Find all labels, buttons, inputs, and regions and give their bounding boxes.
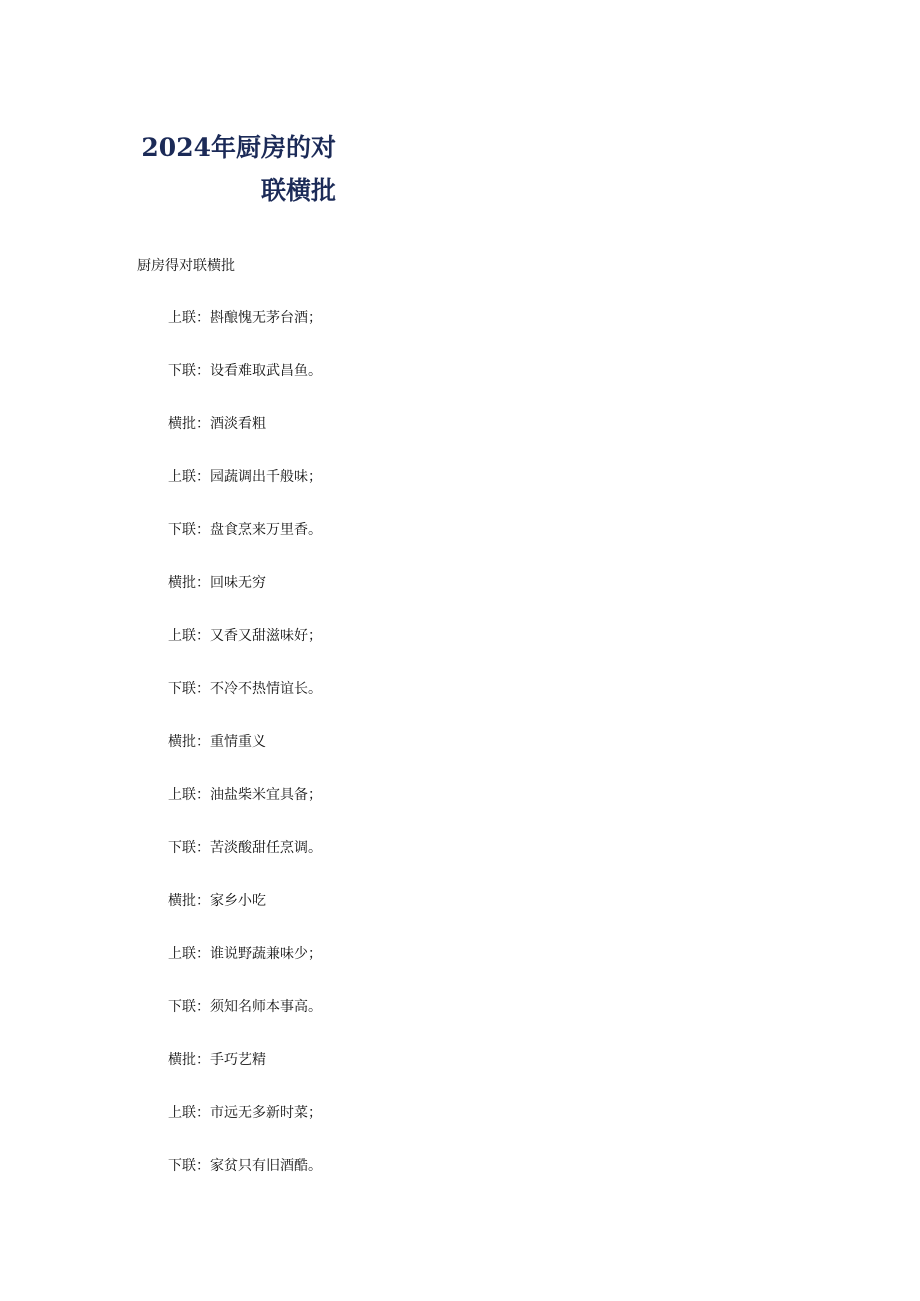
couplet-label: 横批： — [168, 575, 210, 591]
section-subtitle: 厨房得对联横批 — [137, 258, 235, 274]
couplet-label: 下联： — [168, 1158, 210, 1174]
couplet-label: 上联： — [168, 310, 210, 326]
couplet-text: 家贫只有旧酒酷。 — [210, 1158, 322, 1174]
couplet-line — [168, 997, 322, 1050]
couplet-line — [168, 573, 322, 626]
couplet-line — [168, 1050, 322, 1103]
couplet-text: 手巧艺精 — [210, 1052, 266, 1068]
couplet-text: 设看难取武昌鱼。 — [210, 363, 322, 379]
couplet-line — [168, 944, 322, 997]
couplet-line — [168, 732, 322, 785]
couplet-label: 上联： — [168, 1105, 210, 1121]
couplet-text: 谁说野蔬兼味少； — [210, 946, 322, 962]
title-line-2: 联横批 — [260, 176, 336, 205]
couplet-label: 横批： — [168, 1052, 210, 1068]
couplet-line — [168, 626, 322, 679]
couplet-label: 下联： — [168, 840, 210, 856]
couplet-text: 重情重义 — [210, 734, 266, 750]
document-title — [141, 126, 336, 212]
couplet-text: 又香又甜滋味好； — [210, 628, 322, 644]
couplet-line — [168, 785, 322, 838]
couplet-line — [168, 361, 322, 414]
couplet-text: 回味无穷 — [210, 575, 266, 591]
couplet-text: 家乡小吃 — [210, 893, 266, 909]
couplet-line — [168, 891, 322, 944]
couplet-line — [168, 1156, 322, 1209]
couplet-text: 不冷不热情谊长。 — [210, 681, 322, 697]
couplet-text: 市远无多新时菜； — [210, 1105, 322, 1121]
couplet-label: 下联： — [168, 363, 210, 379]
couplet-text: 斟酿愧无茅台酒； — [210, 310, 322, 326]
couplet-line — [168, 838, 322, 891]
couplet-text: 园蔬调出千般味； — [210, 469, 322, 485]
couplet-text: 须知名师本事高。 — [210, 999, 322, 1015]
couplet-label: 横批： — [168, 416, 210, 432]
couplet-text: 油盐柴米宜具备； — [210, 787, 322, 803]
couplet-list — [168, 308, 322, 1209]
couplet-label: 上联： — [168, 628, 210, 644]
couplet-label: 下联： — [168, 681, 210, 697]
couplet-line — [168, 1103, 322, 1156]
couplet-label: 上联： — [168, 787, 210, 803]
couplet-label: 横批： — [168, 893, 210, 909]
title-line-1: 2024年厨房的对 — [141, 133, 336, 162]
couplet-text: 盘食烹来万里香。 — [210, 522, 322, 538]
couplet-label: 上联： — [168, 946, 210, 962]
couplet-line — [168, 520, 322, 573]
couplet-line — [168, 679, 322, 732]
couplet-line — [168, 467, 322, 520]
couplet-label: 横批： — [168, 734, 210, 750]
couplet-line — [168, 414, 322, 467]
couplet-label: 上联： — [168, 469, 210, 485]
couplet-line — [168, 308, 322, 361]
couplet-label: 下联： — [168, 522, 210, 538]
couplet-text: 苦淡酸甜任烹调。 — [210, 840, 322, 856]
couplet-label: 下联： — [168, 999, 210, 1015]
couplet-text: 酒淡看粗 — [210, 416, 266, 432]
